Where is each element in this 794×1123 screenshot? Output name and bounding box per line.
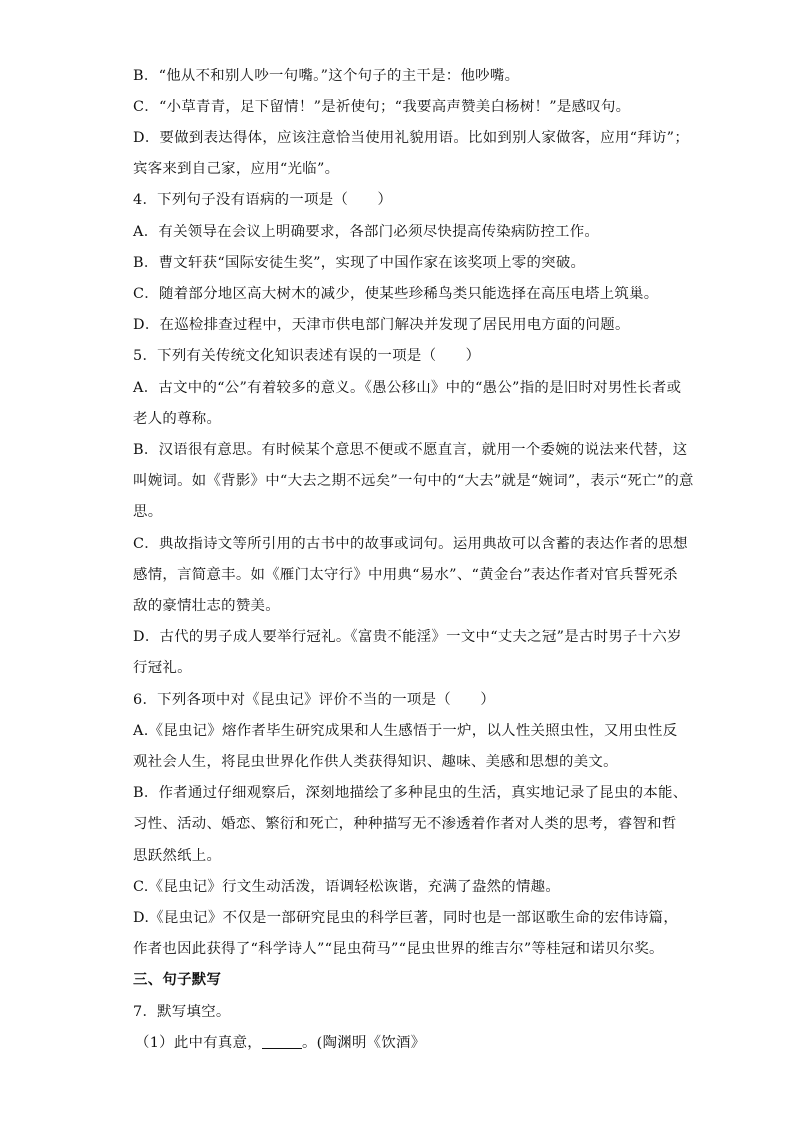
q5-option-d: D．古代的男子成人要举行冠礼。《富贵不能淫》一文中“丈夫之冠”是古时男子十六岁 — [133, 629, 682, 645]
q4-option-d: D．在巡检排查过程中，天津市供电部门解决并发现了居民用电方面的问题。 — [133, 317, 630, 333]
q5-option-c-cont1: 感情，言简意丰。如《雁门太守行》中用典“易水”、“黄金台”表达作者对官兵誓死杀 — [133, 567, 678, 583]
q6-option-d-cont: 作者也因此获得了“科学诗人”“昆虫荷马”“昆虫世界的维吉尔”等桂冠和诺贝尔奖。 — [133, 941, 664, 957]
q3-option-d-cont: 宾客来到自己家，应用“光临”。 — [133, 161, 340, 177]
q5-option-a-cont: 老人的尊称。 — [133, 411, 222, 427]
q3-option-c: C．“小草青青，足下留情！”是祈使句；“我要高声赞美白杨树！”是感叹句。 — [133, 99, 631, 115]
q3-option-b: B．“他从不和别人吵一句嘴。”这个句子的主干是：他吵嘴。 — [133, 68, 520, 84]
q5-option-b-cont2: 思。 — [133, 504, 163, 520]
q5-option-b-cont1: 叫婉词。如《背影》中“大去之期不远矣”一句中的“大去”就是“婉词”，表示“死亡”的意 — [133, 473, 694, 489]
q6-option-b-cont2: 思跃然纸上。 — [133, 848, 222, 864]
q5-option-d-cont: 行冠礼。 — [133, 660, 192, 676]
q7-item-1-suffix: 。(陶渊明《饮酒》 — [301, 1035, 426, 1051]
q6-option-a-cont: 观社会人生，将昆虫世界化作供人类获得知识、趣味、美感和思想的美文。 — [133, 754, 618, 770]
section-heading: 三、句子默写 — [133, 971, 222, 988]
q6-title: 6．下列各项中对《昆虫记》评价不当的一项是（ ） — [133, 692, 496, 708]
q5-title: 5．下列有关传统文化知识表述有误的一项是（ ） — [133, 348, 481, 364]
q6-option-a: A.《昆虫记》熔作者毕生研究成果和人生感悟于一炉，以人性关照虫性，又用虫性反 — [133, 723, 678, 739]
q6-option-b-cont1: 习性、活动、婚恋、繁衍和死亡，种种描写无不渗透着作者对人类的思考，睿智和哲 — [133, 816, 677, 832]
q6-option-d: D.《昆虫记》不仅是一部研究昆虫的科学巨著，同时也是一部讴歌生命的宏伟诗篇， — [133, 910, 679, 926]
q4-title: 4．下列句子没有语病的一项是（ ） — [133, 192, 393, 208]
q5-option-b: B．汉语很有意思。有时候某个意思不便或不愿直言，就用一个委婉的说法来代替，这 — [133, 442, 688, 458]
q3-option-d: D．要做到表达得体，应该注意恰当使用礼貌用语。比如到别人家做客，应用“拜访”； — [133, 130, 690, 146]
q5-option-a: A．古文中的“公”有着较多的意义。《愚公移山》中的“愚公”指的是旧时对男性长者或 — [133, 380, 682, 396]
q4-option-c: C．随着部分地区高大树木的减少，使某些珍稀鸟类只能选择在高压电塔上筑巢。 — [133, 286, 659, 302]
q6-option-c: C.《昆虫记》行文生动活泼，语调轻松诙谐，充满了盎然的情趣。 — [133, 879, 561, 895]
q4-option-a: A．有关领导在会议上明确要求，各部门必须尽快提高传染病防控工作。 — [133, 224, 600, 240]
q5-option-c: C．典故指诗文等所引用的古书中的故事或词句。运用典故可以含蓄的表达作者的思想 — [133, 536, 688, 552]
q5-option-c-cont2: 敌的豪情壮志的赞美。 — [133, 598, 280, 614]
q7-item-1 — [135, 1033, 665, 1053]
q6-option-b: B．作者通过仔细观察后，深刻地描绘了多种昆虫的生活，真实地记录了昆虫的本能、 — [133, 785, 688, 801]
q7-title: 7．默写填空。 — [133, 1004, 231, 1020]
answer-blank[interactable] — [262, 1034, 302, 1049]
q7-item-1-prefix: （1）此中有真意， — [135, 1035, 262, 1051]
q4-option-b: B．曹文轩获“国际安徒生奖”，实现了中国作家在该奖项上零的突破。 — [133, 255, 586, 271]
